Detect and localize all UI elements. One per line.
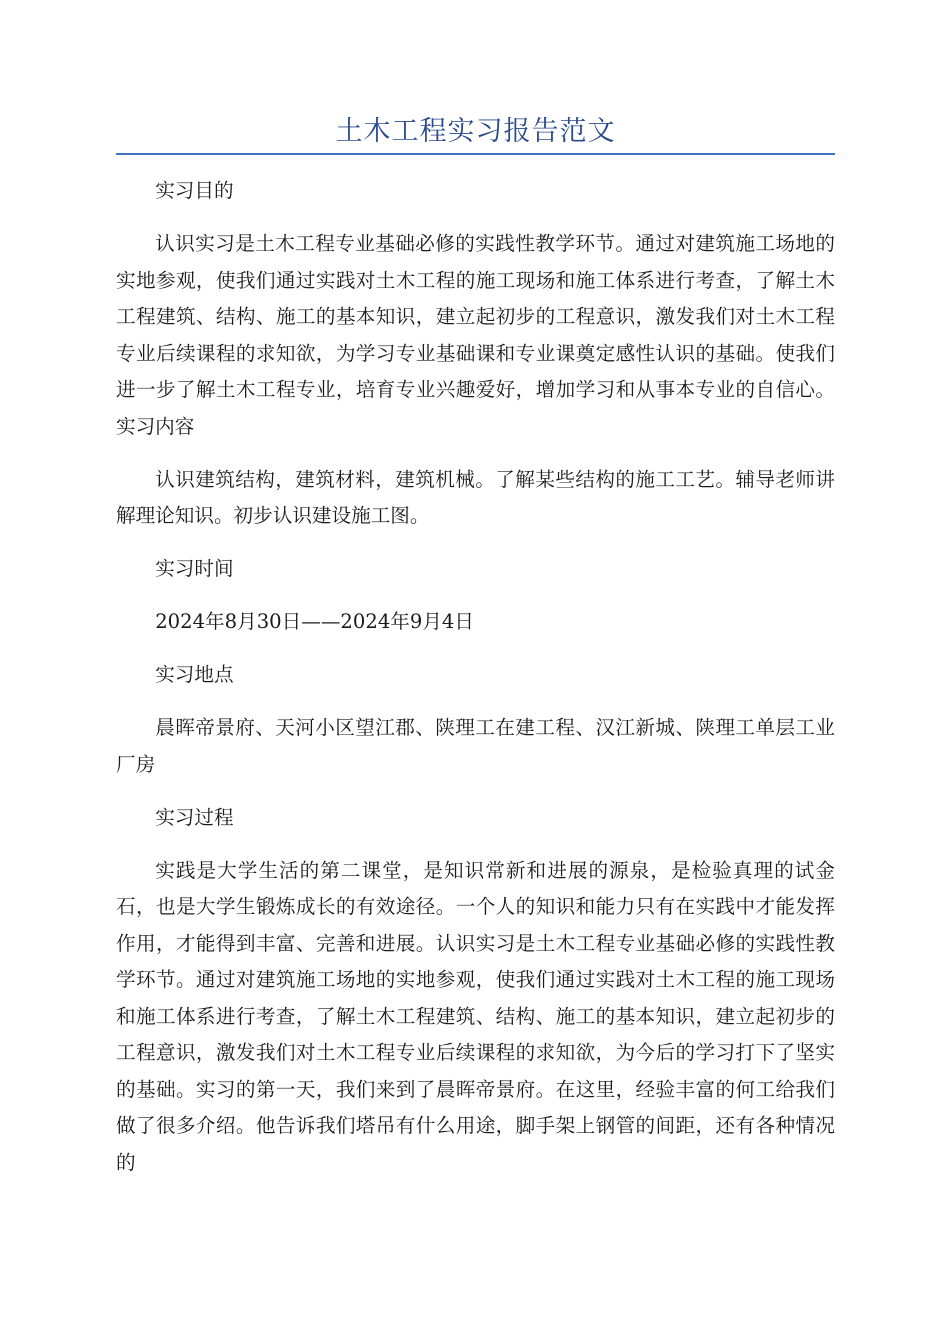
section-heading-purpose: 实习目的: [155, 179, 234, 202]
paragraph-location: 晨晖帝景府、天河小区望江郡、陕理工在建工程、汉江新城、陕理工单层工业厂房: [116, 716, 835, 776]
section-heading-location: 实习地点: [155, 663, 234, 686]
section-heading-process: 实习过程: [155, 805, 234, 829]
document-title: 土木工程实习报告范文: [335, 116, 616, 147]
paragraph-content: 认识建筑结构，建筑材料，建筑机械。了解某些结构的施工工艺。辅导老师讲解理论知识。初步认识建设施工图。: [116, 467, 835, 527]
document-body: [116, 173, 835, 1198]
title-underline: [116, 153, 835, 155]
paragraph-time: 2024年8月30日——2024年9月4日: [155, 610, 474, 633]
paragraph-purpose: 认识实习是土木工程专业基础必修的实践性教学环节。通过对建筑施工场地的实地参观，使我们通过实践对土木工程的施工现场和施工体系进行考查，了解土木工程建筑、结构、施工的基本知识，建立起初步的工程意识，激发我们对土木工程专业后续课程的求知欲，为学习专业基础课和专业课奠定感性认识的基础。使我们进一步了解土木工程专业，培育专业兴趣爱好，增加学习和从事本专业的自信心。实习内容: [116, 232, 835, 438]
paragraph-process: 实践是大学生活的第二课堂，是知识常新和进展的源泉，是检验真理的试金石，也是大学生锻炼成长的有效途径。一个人的知识和能力只有在实践中才能发挥作用，才能得到丰富、完善和进展。认识实习是土木工程专业基础必修的实践性教学环节。通过对建筑施工场地的实地参观，使我们通过实践对土木工程的施工现场和施工体系进行考查，了解土木工程建筑、结构、施工的基本知识，建立起初步的工程意识，激发我们对土木工程专业后续课程的求知欲，为今后的学习打下了坚实的基础。实习的第一天，我们来到了晨晖帝景府。在这里，经验丰富的何工给我们做了很多介绍。他告诉我们塔吊有什么用途，脚手架上钢管的间距，还有各种情况的: [116, 858, 835, 1174]
section-heading-time: 实习时间: [155, 557, 234, 580]
